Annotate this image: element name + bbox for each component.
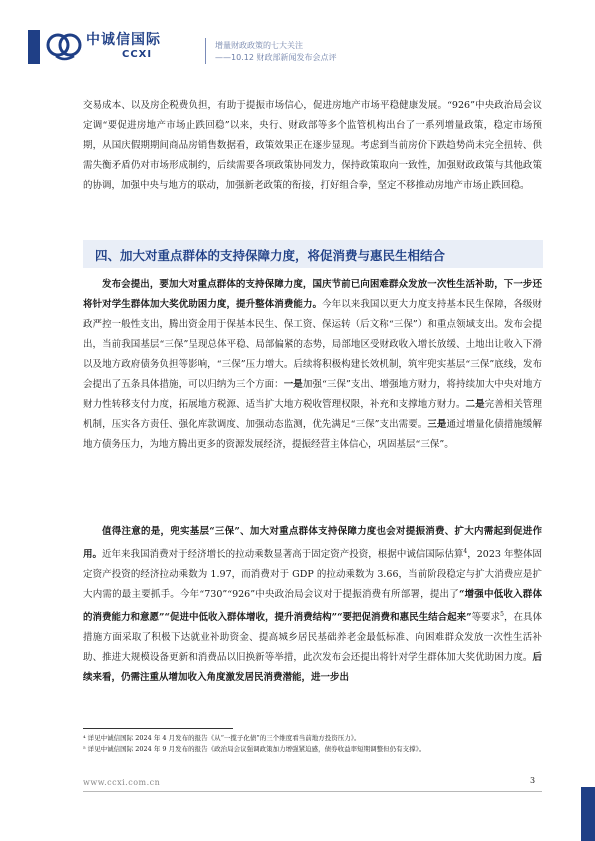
footer-divider [83, 791, 542, 792]
key-point-text: 发布会提出，要加大对重点群体的支持保障力度，国庆节前已向困难群众发放一次性生活补助，下一步还将针对学生群体加大奖优助困力度，提升整体消费能力。 [83, 279, 542, 310]
ccxi-logo-icon [46, 32, 84, 62]
section-heading: 四、加大对重点群体的支持保障力度，将促消费与惠民生相结合 [95, 248, 446, 263]
key-point-text: 后续来看，仍需注重从增加收入角度激发居民消费潜能，进一步出 [83, 652, 542, 684]
paragraph-consumption [83, 522, 542, 688]
footnote-divider [83, 728, 233, 729]
body-text: 完善相关管理机制，压实各方责任、强化库款调度、加强动态监测，优先满足“三保”支出需要。 [83, 399, 542, 430]
enum-marker: 一是 [283, 379, 303, 390]
body-text: 等要求 [471, 612, 501, 624]
page-number: 3 [530, 776, 536, 785]
brand-name-en: CCXI [122, 49, 153, 60]
report-title [215, 40, 336, 64]
paragraph-real-estate: 交易成本、以及房企税费负担，有助于提振市场信心，促进房地产市场平稳健康发展。“926”中央政治局会议定调“要促进房地产市场止跌回稳”以来，央行、财政部等多个监管机构出台了一系列增量政策，稳定市场预期，从国庆假期期间商品房销售数据看，政策效果正在逐步显现。考虑到当前房价下跌趋势尚未完全扭转、供需失衡矛盾仍对市场形成制约，后续需要各项政策协同发力，保持政策取向一致性，加强财政政策与其他政策的协调，加强中央与地方的联动，加强新老政策的衔接，打好组合拳，坚定不移推动房地产市场止跌回稳。 [83, 100, 542, 191]
footnote-ref[interactable]: 4 [463, 548, 468, 555]
report-title-line1: 增量财政政策的七大关注 [215, 41, 303, 50]
header-accent-bar [28, 30, 40, 64]
key-point-text: “增强中低收入群体的消费能力和意愿”“促进中低收入群体增收，提升消费结构”“要把促消费和惠民生结合起来” [83, 589, 542, 624]
body-text: ，2023 年整体固定资产投资的经济拉动乘数为 1.97，而消费对于 GDP 的拉动乘数为 3.66，当前阶段稳定与扩大消费应是扩大内需的最主要抓手。今年“730”“926”中央政治局会议对于提振消费有所部署，提出了 [83, 549, 542, 601]
footnote-ref[interactable]: 5 [500, 611, 504, 619]
key-point-text: 值得注意的是，兜实基层“三保”、加大对重点群体支持保障力度也会对提振消费、扩大内需起到促进作用。 [83, 526, 542, 561]
footnote-4: ⁴ 详见中诚信国际 2024 年 4 月发布的报告《从“一揽子化债”的三个维度看当前地方投资压力》。 [83, 734, 361, 742]
corner-accent [581, 787, 595, 841]
body-text: 加强“三保”支出、增强地方财力，将持续加大中央对地方财力性转移支付力度，拓展地方税源、适当扩大地方税收管理权限，补充和支撑地方财力。 [83, 379, 542, 410]
enum-marker: 三是 [427, 419, 447, 430]
report-title-line2: ——10.12 财政部新闻发布会点评 [215, 53, 337, 62]
page-header [0, 0, 595, 80]
body-text: 近年来我国消费对于经济增长的拉动乘数显著高于固定资产投资，根据中诚信国际估算 [102, 549, 464, 561]
brand-name-cn: 中诚信国际 [86, 32, 161, 48]
footnote-5: ⁵ 详见中诚信国际 2024 年 9 月发布的报告《政治局会议强调政策加力增强紧迫感，债券收益率短期调整但仍有支撑》。 [83, 745, 426, 753]
header-divider [205, 38, 206, 64]
brand-name [86, 32, 161, 62]
body-text: ，在具体措施方面采取了积极下达就业补助资金、提高城乡居民基础养老金最低标准、向困难群众发放一次性生活补助、推进大规模设备更新和消费品以旧换新等举措，此次发布会还提出将针对学生群体加大奖优助困力度。 [83, 612, 542, 664]
enum-marker: 二是 [465, 399, 485, 410]
paragraph-support-groups [83, 275, 542, 455]
body-text: 今年以来我国以更大力度支持基本民生保障，各级财政严控一般性支出，腾出资金用于保基本民生、保工资、保运转（后文称“三保”）和重点领域支出。发布会提出，当前我国基层“三保”呈现总体平稳、局部偏紧的态势，局部地区受财政收入增长放缓、土地出让收入下滑以及地方政府债务负担等影响，“三保”压力增大。后续将积极构建长效机制，筑牢兜实基层“三保”底线，发布会提出了五条具体措施，可以归纳为三个方面： [83, 299, 542, 390]
body-text: 通过增量化债措施缓解地方债务压力，为地方腾出更多的资源发展经济，提振经营主体信心，巩固基层“三保”。 [83, 419, 542, 450]
footer-url[interactable]: www.ccxi.com.cn [83, 778, 161, 787]
